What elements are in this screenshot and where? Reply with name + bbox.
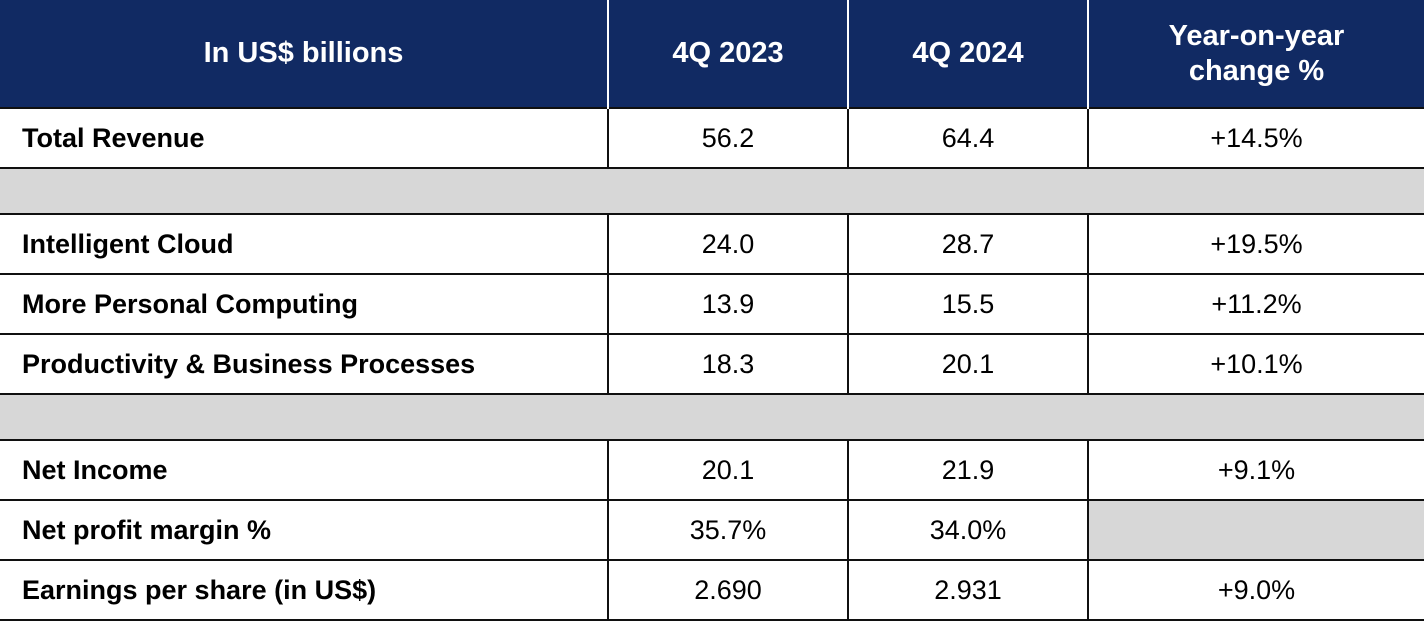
cell-q4-2024: 28.7 xyxy=(848,214,1088,274)
row-label: Earnings per share (in US$) xyxy=(0,560,608,620)
column-header-yoy-line2: change % xyxy=(1188,54,1325,87)
row-label: Net Income xyxy=(0,440,608,500)
column-header-metric: In US$ billions xyxy=(0,0,608,108)
cell-yoy: +9.0% xyxy=(1088,560,1424,620)
table-row xyxy=(0,500,1424,560)
cell-yoy: +11.2% xyxy=(1088,274,1424,334)
cell-q4-2024: 20.1 xyxy=(848,334,1088,394)
spacer-cell xyxy=(1088,394,1424,440)
table-row xyxy=(0,108,1424,168)
spacer-cell xyxy=(848,394,1088,440)
spacer-cell xyxy=(848,168,1088,214)
cell-q4-2023: 18.3 xyxy=(608,334,848,394)
row-label: More Personal Computing xyxy=(0,274,608,334)
table-row xyxy=(0,560,1424,620)
cell-q4-2023: 2.690 xyxy=(608,560,848,620)
cell-q4-2023: 20.1 xyxy=(608,440,848,500)
cell-yoy: +10.1% xyxy=(1088,334,1424,394)
table-row xyxy=(0,214,1424,274)
cell-q4-2024: 34.0% xyxy=(848,500,1088,560)
spacer-cell xyxy=(1088,168,1424,214)
spacer-cell xyxy=(0,168,608,214)
cell-q4-2023: 35.7% xyxy=(608,500,848,560)
cell-yoy: +9.1% xyxy=(1088,440,1424,500)
cell-yoy: +14.5% xyxy=(1088,108,1424,168)
table-row xyxy=(0,334,1424,394)
spacer-cell xyxy=(608,394,848,440)
cell-q4-2023: 13.9 xyxy=(608,274,848,334)
spacer-cell xyxy=(0,394,608,440)
spacer-cell xyxy=(608,168,848,214)
cell-q4-2023: 56.2 xyxy=(608,108,848,168)
column-header-yoy-line1: Year-on-year xyxy=(1168,20,1345,53)
table-spacer-row xyxy=(0,168,1424,214)
column-header-q4-2023: 4Q 2023 xyxy=(608,0,848,108)
cell-q4-2024: 2.931 xyxy=(848,560,1088,620)
row-label: Intelligent Cloud xyxy=(0,214,608,274)
cell-q4-2024: 64.4 xyxy=(848,108,1088,168)
table-spacer-row xyxy=(0,394,1424,440)
cell-yoy-empty xyxy=(1088,500,1424,560)
column-header-q4-2024: 4Q 2024 xyxy=(848,0,1088,108)
table-header-row xyxy=(0,0,1424,108)
row-label: Net profit margin % xyxy=(0,500,608,560)
row-label: Total Revenue xyxy=(0,108,608,168)
cell-q4-2023: 24.0 xyxy=(608,214,848,274)
table-row xyxy=(0,440,1424,500)
cell-yoy: +19.5% xyxy=(1088,214,1424,274)
cell-q4-2024: 21.9 xyxy=(848,440,1088,500)
row-label: Productivity & Business Processes xyxy=(0,334,608,394)
cell-q4-2024: 15.5 xyxy=(848,274,1088,334)
column-header-yoy-change xyxy=(1088,0,1424,108)
table-row xyxy=(0,274,1424,334)
